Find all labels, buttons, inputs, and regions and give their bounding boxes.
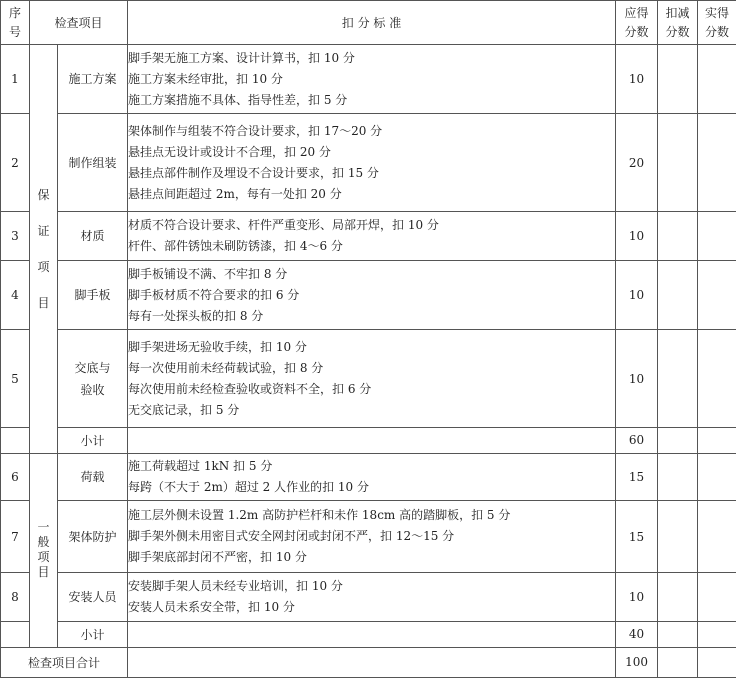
row-standards: 施工层外侧未设置 1.2m 高防护栏杆和未作 18cm 高的踏脚板，扣 5 分 脚手架外侧未用密目式安全网封闭或封闭不严，扣 12～15 分 脚手架底部封闭不严密，扣 10 分 xyxy=(128,501,616,573)
subtotal-score: 40 xyxy=(616,621,658,647)
header-deduct-score: 扣减 分数 xyxy=(658,1,698,45)
row-deduct-cell[interactable] xyxy=(658,573,698,621)
row-actual-cell[interactable] xyxy=(698,45,736,114)
row-due-score: 15 xyxy=(616,501,658,573)
row-item-name: 架体防护 xyxy=(58,501,128,573)
row-deduct-cell[interactable] xyxy=(658,501,698,573)
row-item-name: 脚手板 xyxy=(58,261,128,330)
row-seq: 7 xyxy=(1,501,30,573)
subtotal-label: 小计 xyxy=(58,427,128,453)
table-row xyxy=(1,330,736,427)
row-standards: 架体制作与组装不符合设计要求，扣 17～20 分 悬挂点无设计或设计不合理，扣 20 分 悬挂点部件制作及埋设不合设计要求，扣 15 分 悬挂点间距超过 2m，每有一处扣 20 分 xyxy=(128,114,616,211)
row-deduct-cell[interactable] xyxy=(658,621,698,647)
row-item-name: 荷载 xyxy=(58,453,128,500)
row-actual-cell[interactable] xyxy=(698,573,736,621)
header-standard: 扣 分 标 准 xyxy=(128,1,616,45)
row-actual-cell[interactable] xyxy=(698,114,736,211)
row-item-name: 制作组装 xyxy=(58,114,128,211)
row-seq: 8 xyxy=(1,573,30,621)
header-seq: 序 号 xyxy=(1,1,30,45)
row-standards: 脚手架无施工方案、设计计算书，扣 10 分 施工方案未经审批，扣 10 分 施工方案措施不具体、指导性差，扣 5 分 xyxy=(128,45,616,114)
row-deduct-cell[interactable] xyxy=(658,211,698,260)
header-due-score: 应得 分数 xyxy=(616,1,658,45)
row-due-score: 10 xyxy=(616,330,658,427)
subtotal-score: 60 xyxy=(616,427,658,453)
row-deduct-cell[interactable] xyxy=(658,427,698,453)
row-deduct-cell[interactable] xyxy=(658,453,698,500)
total-row xyxy=(1,647,736,677)
row-deduct-cell[interactable] xyxy=(658,114,698,211)
table-row xyxy=(1,261,736,330)
row-due-score: 10 xyxy=(616,573,658,621)
row-actual-cell[interactable] xyxy=(698,647,736,677)
subtotal-standard-empty xyxy=(128,621,616,647)
table-row xyxy=(1,114,736,211)
table-row xyxy=(1,501,736,573)
row-item-name: 材质 xyxy=(58,211,128,260)
row-deduct-cell[interactable] xyxy=(658,330,698,427)
row-seq-empty xyxy=(1,427,30,453)
header-actual-score: 实得 分数 xyxy=(698,1,736,45)
row-seq-empty xyxy=(1,621,30,647)
row-standards: 安装脚手架人员未经专业培训，扣 10 分 安装人员未系安全带，扣 10 分 xyxy=(128,573,616,621)
row-item-name: 交底与 验收 xyxy=(58,330,128,427)
subtotal-row-general xyxy=(1,621,736,647)
row-seq: 2 xyxy=(1,114,30,211)
subtotal-row-guaranteed xyxy=(1,427,736,453)
row-standards: 材质不符合设计要求、杆件严重变形、局部开焊，扣 10 分 杆件、部件锈蚀未刷防锈漆，扣 4～6 分 xyxy=(128,211,616,260)
row-standards: 脚手架进场无验收手续，扣 10 分 每一次使用前未经荷载试验，扣 8 分 每次使用前未经检查验收或资料不全，扣 6 分 无交底记录，扣 5 分 xyxy=(128,330,616,427)
subtotal-label: 小计 xyxy=(58,621,128,647)
row-actual-cell[interactable] xyxy=(698,427,736,453)
total-label: 检查项目合计 xyxy=(1,647,128,677)
row-standards: 施工荷载超过 1kN 扣 5 分 每跨（不大于 2m）超过 2 人作业的扣 10 分 xyxy=(128,453,616,500)
row-item-name: 安装人员 xyxy=(58,573,128,621)
row-deduct-cell[interactable] xyxy=(658,261,698,330)
row-seq: 1 xyxy=(1,45,30,114)
row-standards: 脚手板铺设不满、不牢扣 8 分 脚手板材质不符合要求的扣 6 分 每有一处探头板的扣 8 分 xyxy=(128,261,616,330)
total-score: 100 xyxy=(616,647,658,677)
row-due-score: 10 xyxy=(616,45,658,114)
header-item: 检查项目 xyxy=(30,1,128,45)
row-actual-cell[interactable] xyxy=(698,330,736,427)
row-due-score: 20 xyxy=(616,114,658,211)
subtotal-standard-empty xyxy=(128,427,616,453)
group-general: 一 般 项 目 xyxy=(30,453,58,647)
group-guaranteed: 保 证 项 目 xyxy=(30,45,58,454)
row-actual-cell[interactable] xyxy=(698,621,736,647)
row-due-score: 10 xyxy=(616,211,658,260)
row-seq: 3 xyxy=(1,211,30,260)
table-row xyxy=(1,211,736,260)
row-seq: 5 xyxy=(1,330,30,427)
row-actual-cell[interactable] xyxy=(698,261,736,330)
row-deduct-cell[interactable] xyxy=(658,45,698,114)
row-actual-cell[interactable] xyxy=(698,211,736,260)
row-actual-cell[interactable] xyxy=(698,453,736,500)
header-row xyxy=(1,1,736,45)
table-row xyxy=(1,573,736,621)
row-deduct-cell[interactable] xyxy=(658,647,698,677)
row-due-score: 10 xyxy=(616,261,658,330)
row-seq: 4 xyxy=(1,261,30,330)
row-seq: 6 xyxy=(1,453,30,500)
table-row xyxy=(1,45,736,114)
row-item-name: 施工方案 xyxy=(58,45,128,114)
row-due-score: 15 xyxy=(616,453,658,500)
row-actual-cell[interactable] xyxy=(698,501,736,573)
total-standard-empty xyxy=(128,647,616,677)
table-row xyxy=(1,453,736,500)
